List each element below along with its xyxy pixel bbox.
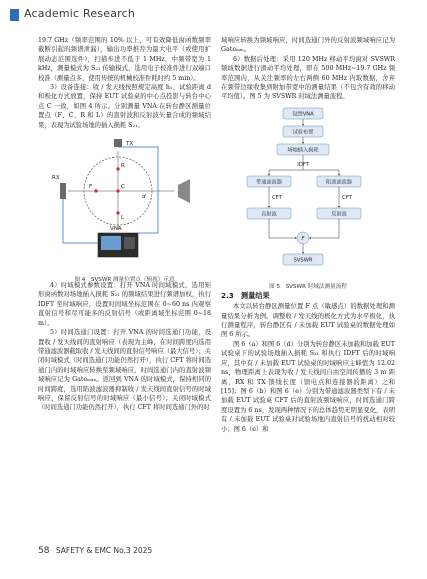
step-idft-label: IDFT <box>297 161 309 168</box>
right-column <box>221 36 395 434</box>
journal-name: SAFETY & EMC No.3 2025 <box>55 546 153 555</box>
step-cft2-label: CFT <box>342 194 352 201</box>
right-paragraph-4: 图 6（a）和图 6（d）分别为转台静区未加载和加载 EUT 试验桌下的试验场地插入损耗 S₂₁ 和执行 IDFT 后的时域响应，其中有 / 未加载 EUT 试验桌的时域响应主峰值为 12.02 ns，物理距离上表现为收 / 发天线间自由空间传播的 3 m 距离，RX 和 TX 馈线长度（馈电点和连接器的距离）之和 [15]；图 6（b）和图 6（e）分别为带通滤波器类型下有 / 未加载 EUT 试验桌 CFT 后的直射波频域响应，时间选通门跨度设置为 6 ns，发现两种情况下的总体趋势无明显变化，表明有 / 未加载 EUT 试验桌对试验场地内直射信号的扰动相对较小；图 6（e）和 <box>221 340 395 433</box>
label-c: C <box>121 184 125 191</box>
figure-5 <box>221 104 395 291</box>
figure-4-caption: 图 4 SVSWR 测量位置点（俯视）示意 <box>74 277 175 284</box>
horn-antenna-icon <box>178 179 190 203</box>
step-layout-label: 试验布置 <box>292 129 314 136</box>
point-c <box>116 189 119 192</box>
page-header <box>0 0 427 30</box>
right-paragraph-1: 域响应转换为频域响应，时间选通门外的反射波频域响应记为 Gateₘᵢₙ。 <box>221 37 395 54</box>
header-title: Academic Research <box>24 7 136 20</box>
step-direct-label: 直射波 <box>261 211 277 218</box>
point-r <box>116 167 119 170</box>
step-bandpass-label: 带通滤波器 <box>256 179 282 186</box>
label-d: d <box>142 194 146 201</box>
label-vna: VNA <box>110 226 122 233</box>
left-paragraph-3: 4）时域模式参数设置：打开 VNA 时间域模式，选用矩形窗函数对场地插入损耗 S₂₁ 的频域结果进行频谱加权，执行 IDFT 至时域响应，设置时间域坐标范围在 0~60 ns 内观察直射信号和尽可能多的反射信号（或距离域坐标范围 0~18 m）。 <box>38 282 211 327</box>
left-paragraph-4: 5）时间选通门设置：打开 VNA 的时间选通门功能，设置收 / 发天线间的直射响应（表现为主峰，在时间跨度内选用带通滤波器截取收 / 发天线间的直射信号响应（最大信号）；关闭时域模式（时间选通门功能仍然打开），执行 CFT 将时间选通门内的时域响应转换至频域响应，时间选通门内的直射波频域响应记为 Gateₘₐₓ。返回到 VNA 的时域模式，保持相同的时间跨度，选用陷波滤波器抑制收 / 发天线间直射信号的时域响应，保留反射信号的时域响应（最小信号）；关闭时域模式（时间选通门功能仍然打开），执行 CFT 将时间选通门外的时 <box>38 329 211 412</box>
label-tx: TX <box>126 141 134 148</box>
step-svswr-label: SVSWR <box>293 257 313 264</box>
figure-4 <box>38 133 211 284</box>
right-paragraph-2: 6）数据后处理：采用 120 MHz 移动平均窗对 SVSWR 频域数据进行滑动平均处理，即在 500 MHz~19.7 GHz 频率范围内，从关注频率的左右两侧 60 MHz 内取数据，舍弃在频带边缘收集到附加带宽中的测量结果（不包含有效的移动平均值）。图 5 为 SVSWR 时域法测量流程。 <box>221 55 395 101</box>
label-l: L <box>121 215 125 222</box>
point-l <box>116 211 119 214</box>
step-notch-label: 陷波滤波器 <box>326 179 352 186</box>
step-set-vna-label: 设置VNA <box>292 111 314 118</box>
figure-4-diagram <box>38 133 211 273</box>
cable-rx <box>63 199 98 243</box>
vna-keypad <box>124 237 135 249</box>
tx-antenna-icon <box>114 139 122 147</box>
figure-5-caption: 图 5 SVSWR 时域法测量流程 <box>269 284 347 291</box>
step-insertion-loss-label: 场地插入损耗 <box>287 147 319 154</box>
right-paragraph-3: 本文以转台静区测量位置 F 点（敏感点）的数据处理和测量结果分析为例。调整收 / 发天线的极化方式为水平极化，执行测量程序，转台静区有 / 未加载 EUT 试验桌的数据处理如图 6 所示。 <box>221 303 395 339</box>
label-rx: RX <box>52 175 60 182</box>
point-f <box>94 189 97 192</box>
page-number: 58 <box>38 546 50 556</box>
header-accent-bar <box>10 9 19 21</box>
vna-screen <box>101 236 121 250</box>
step-reflect-label: 反射波 <box>331 211 347 218</box>
page-footer <box>38 546 152 556</box>
step-cft1-label: CFT <box>272 194 282 201</box>
rx-antenna-icon <box>60 183 66 199</box>
left-column <box>38 36 211 413</box>
section-heading: 2.3 测量结果 <box>221 290 270 300</box>
left-paragraph-1: 19.7 GHz（频率范围的 10% 以上，可有效降低窗函数频率截断引起的频谱泄漏），输出功率推荐为最大电平（或使用扩展动态范围选件），扫描步进不低于 1 MHz，中频带宽为 1 kHz，测量模式为 S₂₁ 传输模式，选用电子校准件进行双端口校准（测量点多，使用传统的机械校准件耗时约 5 min）。 <box>38 37 211 82</box>
label-r: R <box>121 163 125 170</box>
figure-5-flowchart <box>221 104 395 280</box>
left-paragraph-2: 3）设备连接：收 / 发天线按照规定高度 h₁、试验距离 d 和极化方式放置，保持 EUT 试验桌的中心点投影与转台中心点 C 一致，如图 4 所示。分别测量 VNA 在转台静区测量位置点（F、C、R 和 L）的直射波和反射波矢量合成的频域结果，表现为试验场地的插入损耗 S₂₁。 <box>38 84 211 129</box>
step-f-label: F <box>301 235 305 242</box>
label-f: F <box>89 184 93 191</box>
